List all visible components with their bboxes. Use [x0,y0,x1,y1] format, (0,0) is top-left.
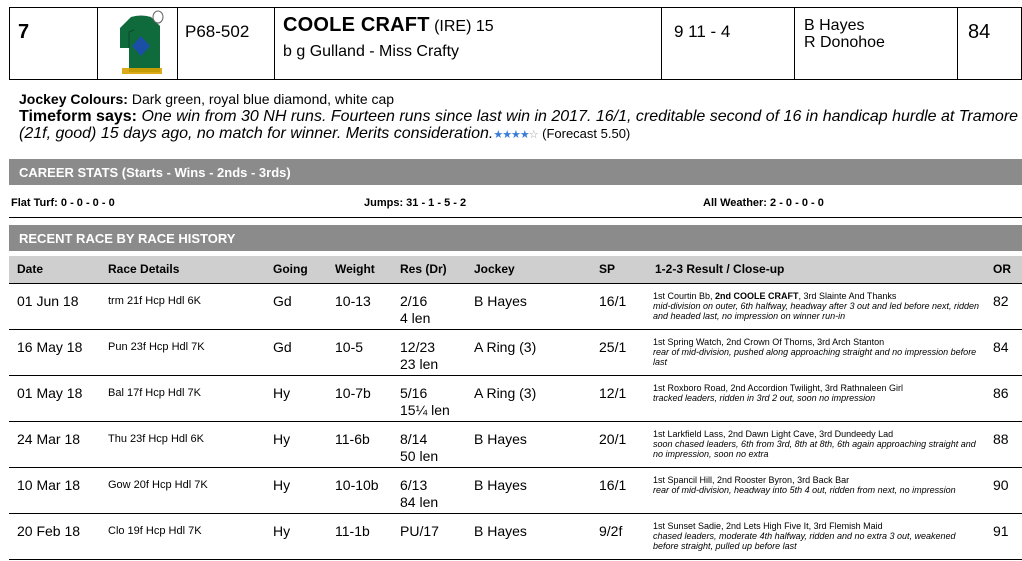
race-details: Thu 23f Hcp Hdl 6K [100,421,265,467]
race-comment: mid-division on outer, 6th halfway, headway after 3 out and led before next, ridden and headed last, no impression on winner run-in [653,300,980,321]
stat-jumps: Jumps: 31 - 1 - 5 - 2 [364,197,467,209]
runner-info [19,90,1022,144]
race-jockey: B Hayes [466,467,591,513]
silks-icon [98,8,178,79]
race-distance: 15¼ len [400,401,450,418]
race-result: 2/16 4 len [392,283,466,329]
race-or: 88 [985,421,1022,467]
race-history-header: RECENT RACE BY RACE HISTORY [9,225,1022,251]
race-weight: 11-1b [327,513,392,559]
race-close-up: 1st Larkfield Lass, 2nd Dawn Light Cave, 3rd Dundeedy Lad soon chased leaders, 6th from 3rd, 8th at 8th, 6th again approaching straight and no impression, soon no extra [647,421,985,467]
race-result: 12/23 23 len [392,329,466,375]
table-row[interactable] [9,283,1022,329]
race-going: Hy [265,375,327,421]
race-or: 90 [985,467,1022,513]
col-going: Going [265,256,327,283]
horse-name: COOLE CRAFT [283,14,430,36]
career-stats [9,188,1022,218]
race-jockey: A Ring (3) [466,375,591,421]
race-history-rows [9,283,1022,559]
race-date: 20 Feb 18 [9,513,100,559]
race-comment: soon chased leaders, 6th from 3rd, 8th at 8th, 6th again approaching straight and no impression, soon no extra [653,438,976,459]
race-distance: 84 len [400,493,439,510]
race-close-up: 1st Sunset Sadie, 2nd Lets High Five It, 3rd Flemish Maid chased leaders, moderate 4th halfway, ridden and no extra 3 out, weakened before straight, pulled up before last [647,513,985,559]
race-distance: 23 len [400,355,439,372]
race-details: Gow 20f Hcp Hdl 7K [100,467,265,513]
col-weight: Weight [327,256,392,283]
race-comment: rear of mid-division, pushed along approaching straight and no impression before last [653,346,977,367]
jockey-colours: Jockey Colours: Dark green, royal blue diamond, white cap [19,91,395,107]
race-distance: 4 len [400,309,431,326]
race-weight: 11-6b [327,421,392,467]
jockey-name: R Donohoe [804,34,885,51]
timeform-comment: Timeform says: One win from 30 NH runs. Fourteen runs since last win in 2017. 16/1, creditable second of 16 in handicap hurdle at Tramore (21f, good) 15 days ago, no match for winner. Merits consideration.★★★★☆ (Forecast 5.50) [19,108,1019,142]
race-or: 91 [985,513,1022,559]
race-jockey: B Hayes [466,513,591,559]
table-header-row [9,256,1022,283]
race-result: 6/13 84 len [392,467,466,513]
race-close-up: 1st Spring Watch, 2nd Crown Of Thorns, 3rd Arch Stanton rear of mid-division, pushed along approaching straight and no impression before last [647,329,985,375]
race-going: Hy [265,513,327,559]
race-or: 86 [985,375,1022,421]
race-result: 8/14 50 len [392,421,466,467]
race-date: 01 Jun 18 [9,283,100,329]
race-date: 01 May 18 [9,375,100,421]
race-comment: rear of mid-division, headway into 5th 4 out, ridden from next, no impression [653,484,956,495]
race-going: Hy [265,467,327,513]
race-sp: 20/1 [591,421,647,467]
race-or: 82 [985,283,1022,329]
race-going: Gd [265,283,327,329]
col-close-up: 1-2-3 Result / Close-up [647,256,985,283]
race-close-up: 1st Courtin Bb, 2nd COOLE CRAFT, 3rd Slainte And Thanks mid-division on outer, 6th halfway, headway after 3 out and led before next, ridden and headed last, no impression on winner run-in [647,283,985,329]
race-details: trm 21f Hcp Hdl 6K [100,283,265,329]
col-jockey: Jockey [466,256,591,283]
race-close-up: 1st Roxboro Road, 2nd Accordion Twilight, 3rd Rathnaleen Girl tracked leaders, ridden in 3rd 2 out, soon no impression [647,375,985,421]
race-weight: 10-13 [327,283,392,329]
race-weight: 10-5 [327,329,392,375]
col-sp: SP [591,256,647,283]
runner-header [9,7,1022,80]
col-result: Res (Dr) [392,256,466,283]
race-jockey: B Hayes [466,421,591,467]
official-rating: 84 [968,21,991,43]
trainer-jockey [795,8,958,79]
race-details: Bal 17f Hcp Hdl 7K [100,375,265,421]
race-comment: tracked leaders, ridden in 3rd 2 out, soon no impression [653,392,876,403]
race-jockey: A Ring (3) [466,329,591,375]
race-close-up: 1st Spancil Hill, 2nd Rooster Byron, 3rd Back Bar rear of mid-division, headway into 5th 4 out, ridden from next, no impression [647,467,985,513]
jockey-silks [98,8,178,79]
race-details: Clo 19f Hcp Hdl 7K [100,513,265,559]
race-sp: 16/1 [591,467,647,513]
table-row[interactable] [9,329,1022,375]
race-weight: 10-10b [327,467,392,513]
horse-breeding: b g Gulland - Miss Crafty [283,43,460,60]
runner-code: P68-502 [178,8,275,79]
race-result: PU/17 [392,513,466,559]
race-history-table [9,256,1022,560]
race-weight: 10-7b [327,375,392,421]
col-date: Date [9,256,100,283]
horse-details [275,8,662,79]
race-comment: chased leaders, moderate 4th halfway, ridden and no extra 3 out, weakened before straight, pulled up before last [653,530,956,551]
race-going: Gd [265,329,327,375]
race-going: Hy [265,421,327,467]
race-sp: 25/1 [591,329,647,375]
table-row[interactable] [9,421,1022,467]
table-row[interactable] [9,375,1022,421]
table-row[interactable] [9,513,1022,559]
table-row[interactable] [9,467,1022,513]
race-result: 5/16 15¼ len [392,375,466,421]
race-distance: 50 len [400,447,439,464]
race-sp: 12/1 [591,375,647,421]
forecast: (Forecast 5.50) [542,126,631,141]
race-sp: 16/1 [591,283,647,329]
age-weight: 9 11 - 4 [662,8,795,79]
runner-number: 7 [10,8,98,79]
stat-all-weather: All Weather: 2 - 0 - 0 - 0 [703,197,824,209]
col-or: OR [985,256,1022,283]
race-details: Pun 23f Hcp Hdl 7K [100,329,265,375]
race-jockey: B Hayes [466,283,591,329]
race-date: 10 Mar 18 [9,467,100,513]
career-stats-header: CAREER STATS (Starts - Wins - 2nds - 3rds) [9,159,1022,185]
race-or: 84 [985,329,1022,375]
horse-suffix: (IRE) 15 [434,18,494,35]
race-sp: 9/2f [591,513,647,559]
star-rating-icon: ★★★★☆ [493,129,538,141]
col-race-details: Race Details [100,256,265,283]
trainer-name: B Hayes [804,17,865,34]
race-date: 16 May 18 [9,329,100,375]
stat-flat: Flat Turf: 0 - 0 - 0 - 0 [11,197,115,209]
race-date: 24 Mar 18 [9,421,100,467]
